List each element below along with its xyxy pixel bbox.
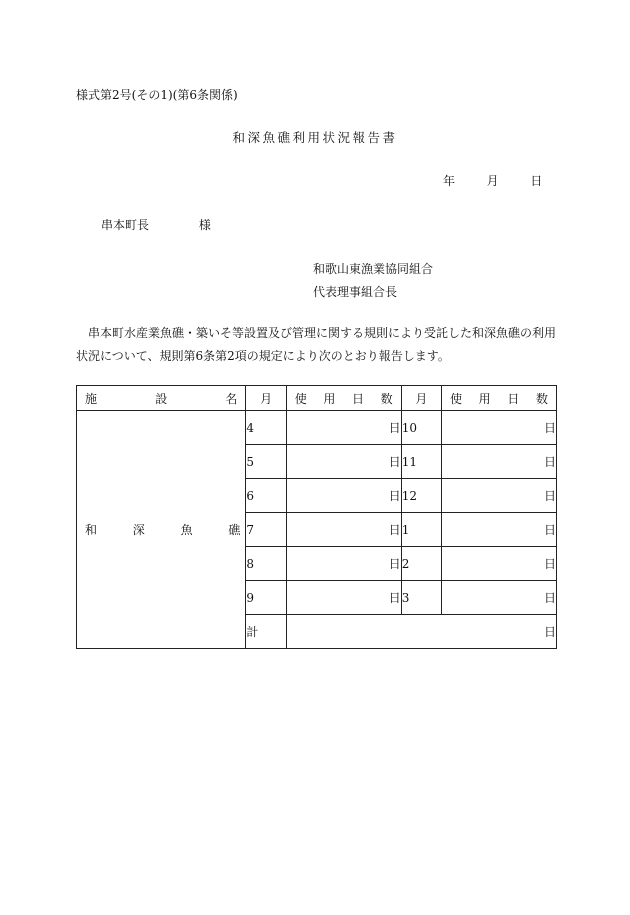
table-row: [77, 411, 557, 445]
usage-days-cell: 日: [442, 479, 557, 513]
usage-days-cell: 日: [286, 445, 401, 479]
usage-days-cell: 日: [286, 513, 401, 547]
header-days-char: 数: [535, 391, 548, 406]
month-cell: 2: [401, 547, 441, 581]
usage-table: [76, 385, 557, 649]
date-line: [443, 172, 542, 189]
facility-name-cell: [77, 411, 246, 649]
usage-days-cell: 日: [442, 445, 557, 479]
date-year: 年: [443, 174, 456, 188]
month-cell: 3: [401, 581, 441, 615]
usage-days-cell: 日: [442, 581, 557, 615]
total-label: 計: [246, 615, 286, 649]
usage-days-cell: 日: [442, 547, 557, 581]
sender-representative: 代表理事組合長: [313, 285, 398, 299]
facility-name-char: 和: [85, 523, 98, 537]
usage-days-cell: 日: [442, 513, 557, 547]
header-usage-days: [286, 386, 401, 411]
facility-name-char: 礁: [228, 523, 241, 537]
month-cell: 9: [246, 581, 286, 615]
header-facility-char: 施: [85, 391, 98, 406]
header-usage-days: [442, 386, 557, 411]
month-cell: 4: [246, 411, 286, 445]
usage-days-cell: 日: [286, 479, 401, 513]
addressee-honorific: 様: [198, 218, 211, 232]
month-cell: 10: [401, 411, 441, 445]
usage-days-cell: 日: [286, 581, 401, 615]
header-facility-char: 設: [155, 391, 168, 406]
date-day: 日: [530, 174, 543, 188]
header-month: 月: [401, 386, 441, 411]
month-cell: 5: [246, 445, 286, 479]
header-days-char: 使: [450, 391, 463, 406]
header-days-char: 用: [323, 391, 336, 406]
header-days-char: 数: [380, 391, 393, 406]
month-cell: 1: [401, 513, 441, 547]
header-month: 月: [246, 386, 286, 411]
header-days-char: 日: [352, 391, 365, 406]
addressee-name: 串本町長: [101, 218, 150, 232]
header-days-char: 用: [478, 391, 491, 406]
month-cell: 8: [246, 547, 286, 581]
usage-days-cell: 日: [286, 411, 401, 445]
facility-name-char: 深: [132, 523, 145, 537]
usage-days-cell: 日: [442, 411, 557, 445]
header-days-char: 使: [294, 391, 307, 406]
date-month: 月: [486, 174, 499, 188]
sender-organization: 和歌山東漁業協同組合: [313, 262, 434, 276]
table-header-row: [77, 386, 557, 411]
month-cell: 7: [246, 513, 286, 547]
header-days-char: 日: [507, 391, 520, 406]
month-cell: 11: [401, 445, 441, 479]
document-title: 和深魚礁利用状況報告書: [232, 130, 398, 145]
month-cell: 12: [401, 479, 441, 513]
usage-days-cell: 日: [286, 547, 401, 581]
total-days-cell: 日: [286, 615, 556, 649]
facility-name-char: 魚: [180, 523, 193, 537]
body-text: 串本町水産業魚礁・築いそ等設置及び管理に関する規則により受託した和深魚礁の利用状況について、規則第6条第2項の規定により次のとおり報告します。: [76, 326, 557, 363]
header-facility-char: 名: [225, 391, 238, 406]
month-cell: 6: [246, 479, 286, 513]
addressee: [101, 216, 211, 233]
header-facility-name: [77, 386, 246, 411]
form-number: 様式第2号(その1)(第6条関係): [76, 88, 238, 102]
